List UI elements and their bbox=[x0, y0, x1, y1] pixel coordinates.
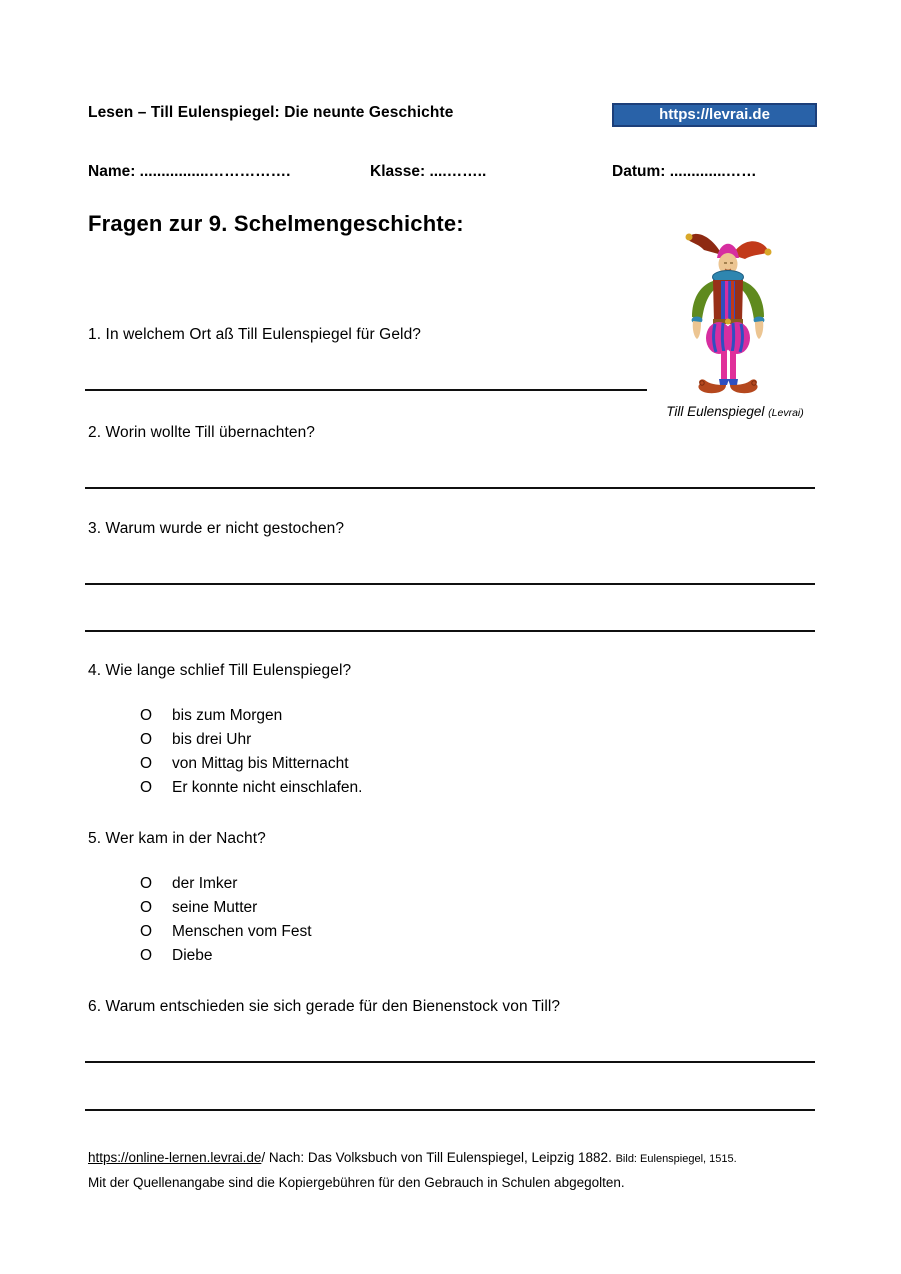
option-row bbox=[140, 920, 312, 944]
footer-source-line bbox=[88, 1146, 820, 1171]
question-5-options bbox=[140, 872, 312, 968]
option-circle: O bbox=[140, 755, 153, 772]
question-6: 6. Warum entschieden sie sich gerade für den Bienenstock von Till? bbox=[88, 998, 561, 1015]
student-fields-row bbox=[0, 163, 901, 183]
option-label: Er konnte nicht einschlafen. bbox=[172, 779, 363, 796]
question-2: 2. Worin wollte Till übernachten? bbox=[88, 424, 316, 441]
option-row bbox=[140, 704, 362, 728]
option-row bbox=[140, 944, 312, 968]
option-row bbox=[140, 752, 362, 776]
levrai-site-link[interactable]: https://levrai.de bbox=[612, 103, 817, 127]
footer-source-text: / Nach: Das Volksbuch von Till Eulenspiegel, Leipzig 1882. bbox=[261, 1150, 612, 1165]
klasse-field-label: Klasse: ....…….. bbox=[370, 163, 487, 180]
illustration-caption bbox=[650, 404, 820, 419]
footer-site-link[interactable]: https://online-lernen.levrai.de bbox=[88, 1150, 262, 1165]
option-circle: O bbox=[140, 923, 153, 940]
name-field-label: Name: ................……………. bbox=[88, 163, 291, 180]
question-5: 5. Wer kam in der Nacht? bbox=[88, 830, 266, 847]
option-row bbox=[140, 728, 362, 752]
footer bbox=[88, 1146, 820, 1195]
answer-line bbox=[85, 389, 647, 391]
caption-text: Till Eulenspiegel bbox=[666, 404, 765, 419]
option-label: Diebe bbox=[172, 947, 213, 964]
option-label: seine Mutter bbox=[172, 899, 258, 916]
option-circle: O bbox=[140, 731, 153, 748]
answer-line bbox=[85, 1109, 815, 1111]
footer-image-credit: Bild: Eulenspiegel, 1515. bbox=[615, 1153, 737, 1165]
option-row bbox=[140, 896, 312, 920]
answer-line bbox=[85, 487, 815, 489]
question-3: 3. Warum wurde er nicht gestochen? bbox=[88, 520, 345, 537]
option-circle: O bbox=[140, 707, 153, 724]
option-label: der Imker bbox=[172, 875, 238, 892]
option-circle: O bbox=[140, 947, 153, 964]
answer-line bbox=[85, 583, 815, 585]
option-circle: O bbox=[140, 899, 153, 916]
option-label: Menschen vom Fest bbox=[172, 923, 312, 940]
question-4: 4. Wie lange schlief Till Eulenspiegel? bbox=[88, 662, 352, 679]
question-1: 1. In welchem Ort aß Till Eulenspiegel für Geld? bbox=[88, 326, 422, 343]
page-title: Lesen – Till Eulenspiegel: Die neunte Geschichte bbox=[88, 104, 454, 121]
option-circle: O bbox=[140, 875, 153, 892]
footer-license-line: Mit der Quellenangabe sind die Kopiergebühren für den Gebrauch in Schulen abgegolten. bbox=[88, 1175, 625, 1190]
section-heading: Fragen zur 9. Schelmengeschichte: bbox=[88, 211, 464, 236]
option-row bbox=[140, 776, 362, 800]
jester-illustration bbox=[682, 226, 774, 396]
answer-line bbox=[85, 630, 815, 632]
answer-line bbox=[85, 1061, 815, 1063]
option-label: bis zum Morgen bbox=[172, 707, 283, 724]
option-label: von Mittag bis Mitternacht bbox=[172, 755, 349, 772]
option-circle: O bbox=[140, 779, 153, 796]
datum-field-label: Datum: .............…… bbox=[612, 163, 757, 180]
question-4-options bbox=[140, 704, 362, 800]
option-label: bis drei Uhr bbox=[172, 731, 252, 748]
caption-credit: (Levrai) bbox=[768, 407, 804, 419]
option-row bbox=[140, 872, 312, 896]
